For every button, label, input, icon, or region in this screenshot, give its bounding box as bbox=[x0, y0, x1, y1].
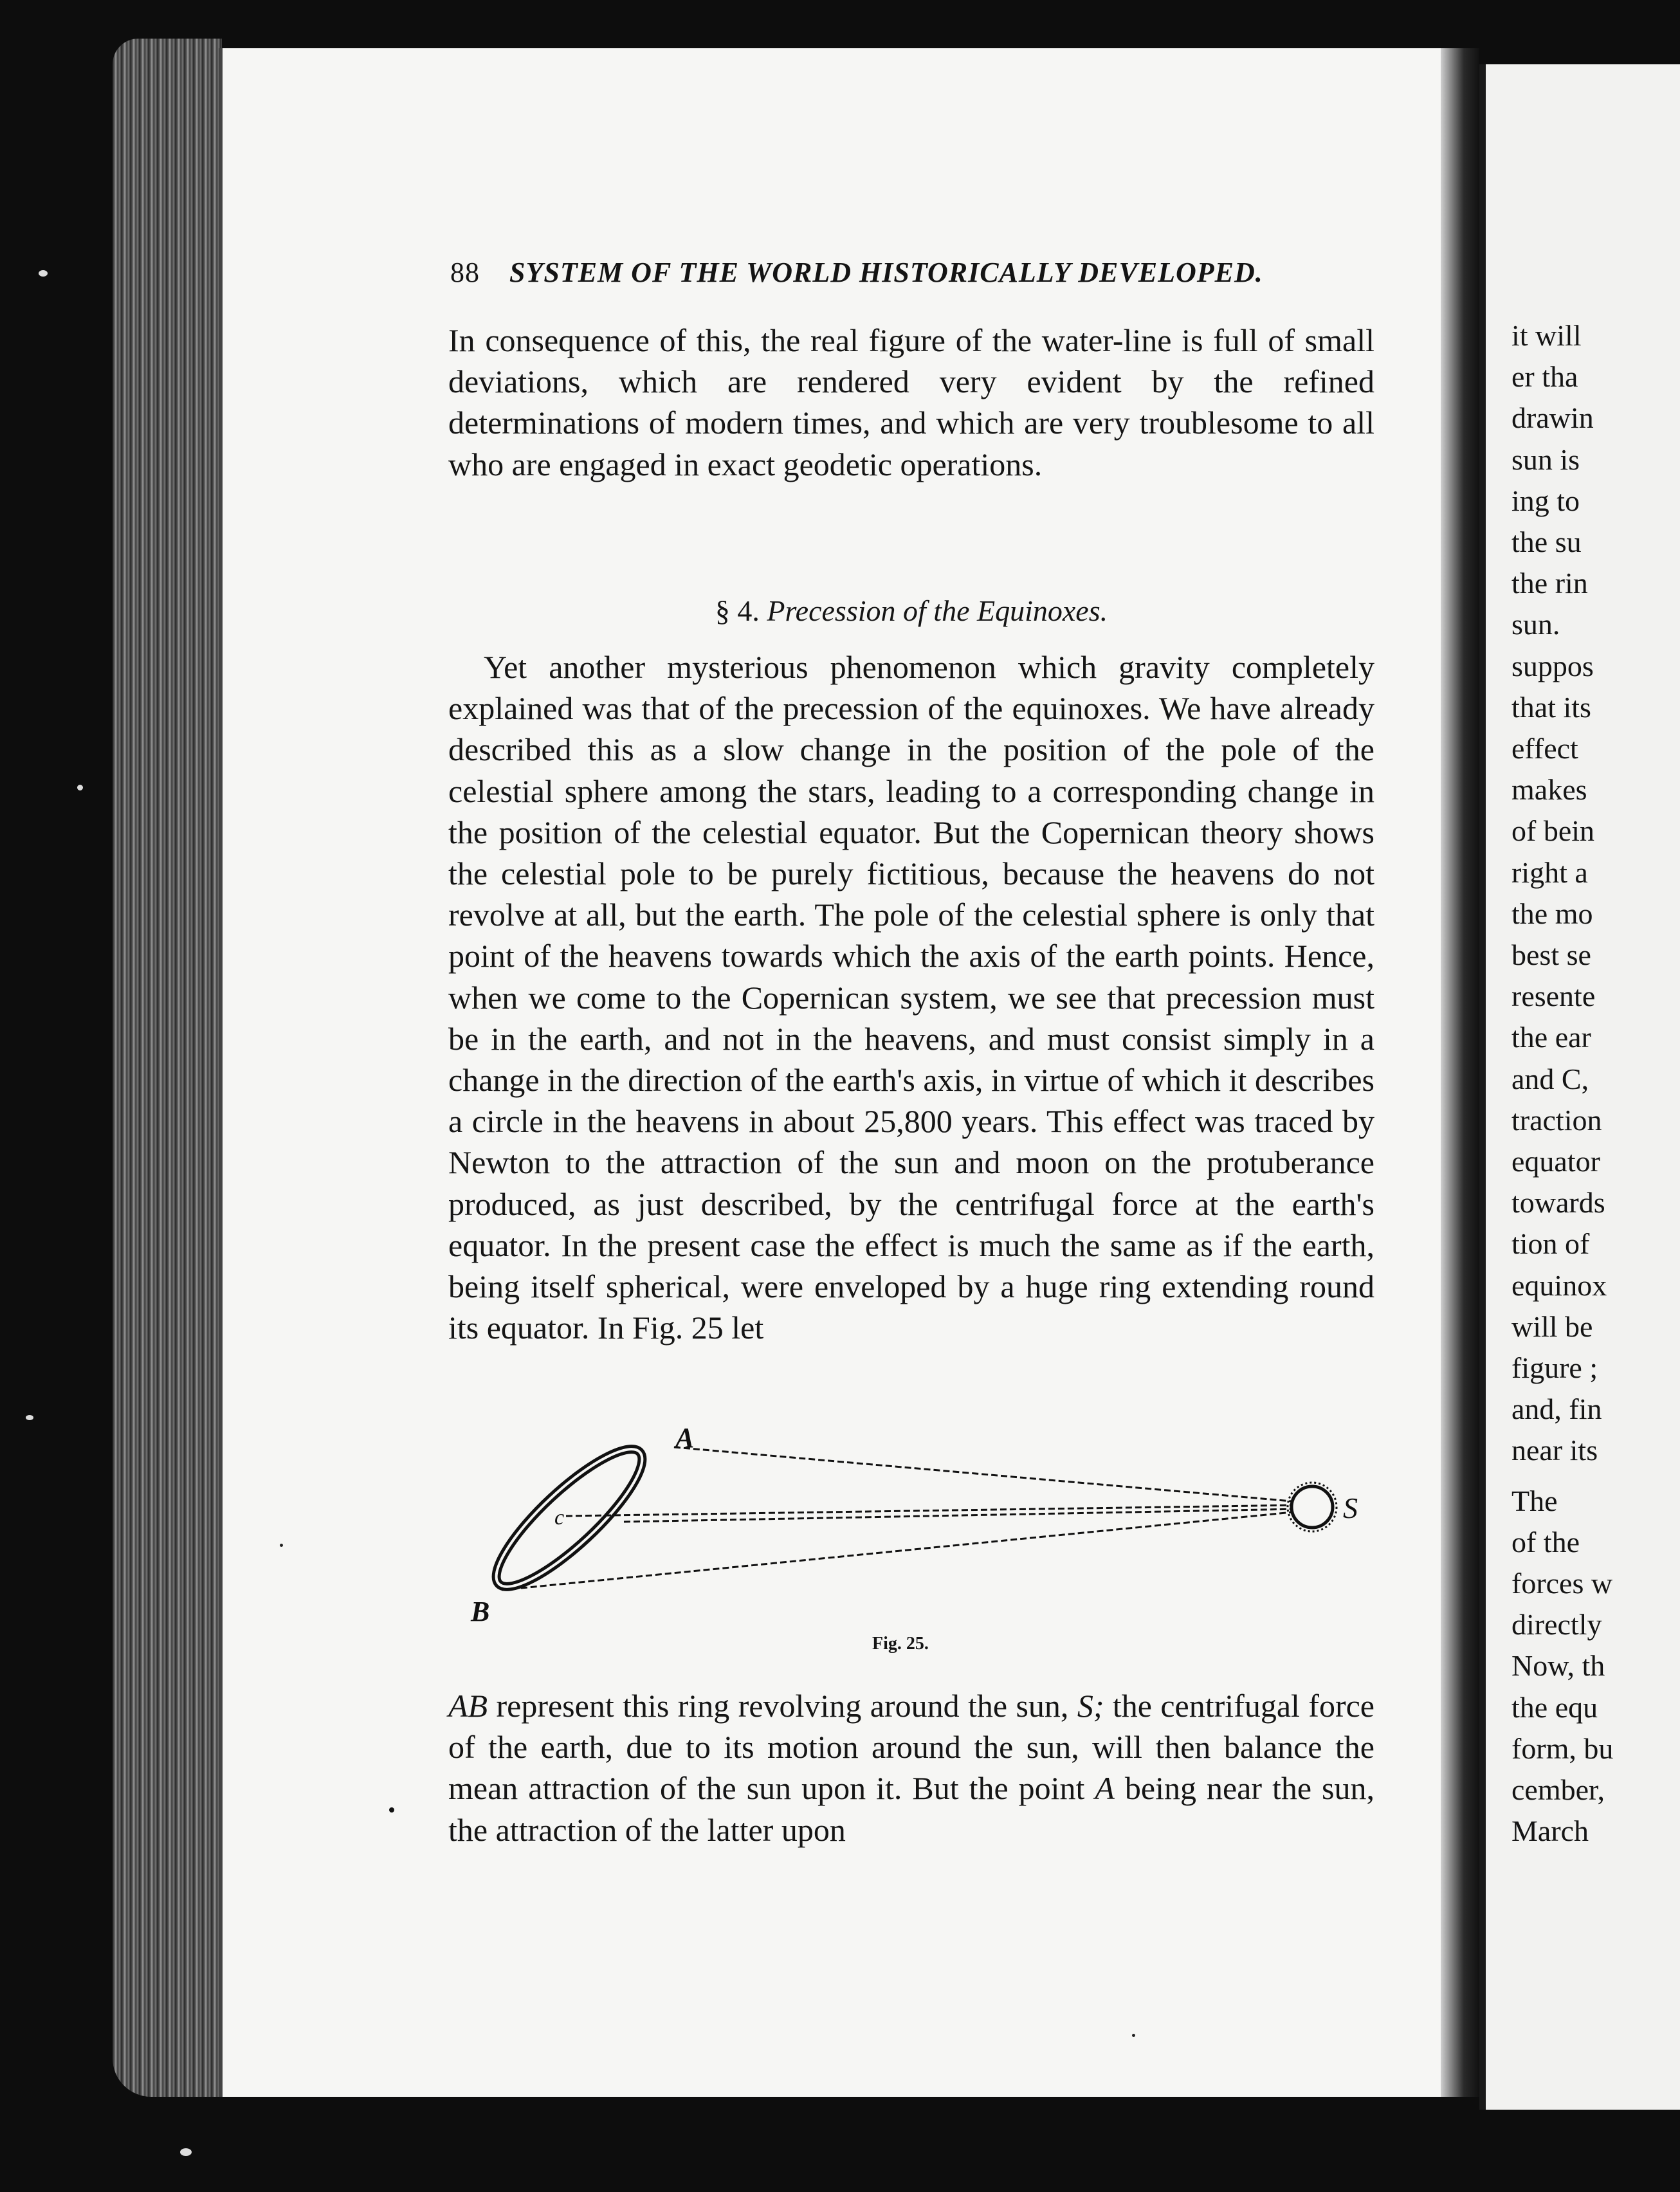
section-heading bbox=[448, 594, 1374, 628]
right-page-line: and C, bbox=[1511, 1062, 1589, 1095]
right-page-line: The bbox=[1511, 1484, 1558, 1517]
right-page-line: best se bbox=[1511, 938, 1591, 971]
right-page-line: it will bbox=[1511, 319, 1582, 352]
label-b: B bbox=[471, 1596, 490, 1627]
right-page-line: tion of bbox=[1511, 1227, 1590, 1261]
right-page-line: that its bbox=[1511, 690, 1591, 724]
label-c: c bbox=[554, 1506, 565, 1530]
running-title: SYSTEM OF THE WORLD HISTORICALLY DEVELOPED. bbox=[509, 257, 1263, 288]
section-number: § 4. bbox=[715, 594, 760, 627]
right-page-line: the mo bbox=[1511, 897, 1593, 930]
right-page-line: the equ bbox=[1511, 1690, 1598, 1724]
right-page bbox=[1479, 64, 1680, 2110]
right-page-line: Now, th bbox=[1511, 1649, 1605, 1683]
right-page-line: form, bu bbox=[1511, 1731, 1614, 1765]
right-page-line: cember, bbox=[1511, 1773, 1605, 1806]
right-page-line: drawin bbox=[1511, 401, 1594, 435]
print-speck bbox=[280, 1544, 283, 1547]
sun-label: S; bbox=[1077, 1688, 1104, 1724]
scan-dust bbox=[180, 2148, 192, 2156]
right-page-line: ing to bbox=[1511, 484, 1580, 517]
right-page-line: near its bbox=[1511, 1434, 1598, 1467]
right-page-line: the ear bbox=[1511, 1021, 1591, 1054]
scan-dust bbox=[77, 785, 83, 790]
right-page-line: equinox bbox=[1511, 1268, 1607, 1302]
right-page-line: directly bbox=[1511, 1608, 1602, 1641]
scan-dust bbox=[26, 1415, 33, 1420]
ab-label: AB bbox=[448, 1688, 488, 1724]
right-page-line: and, fin bbox=[1511, 1393, 1602, 1426]
right-page-line: traction bbox=[1511, 1103, 1602, 1137]
book-page-edges bbox=[113, 39, 222, 2097]
paragraph-precession bbox=[448, 646, 1374, 1348]
line-a-to-sun bbox=[674, 1447, 1299, 1502]
paragraph-2-text: Yet another mysterious phenomenon which gravity completely explained was that of the precession of the equinoxes. We have already described this as a slow change in the position of the pole of the celestial sphere among the stars, leading to a corresponding change in the position of the celestial equator. But the Copernican theory shows the celestial pole to be purely fictitious, because the heavens do not revolve at all, but the earth. The pole of the celestial sphere is only that point of the heavens towards which the axis of the earth points. Hence, when we come to the Copernican system, we see that precession must be in the earth, and not in the heavens, and must consist simply in a change in the direction of the earth's axis, in virtue of which it describes a circle in the heavens in about 25,800 years. This effect was traced by Newton to the attraction of the sun and moon on the protuberance produced, as just described, by the centrifugal force at the earth's equator. In the present case the effect is much the same as if the earth, being itself spherical, were enveloped by a huge ring extending round its equator. In Fig. 25 let bbox=[448, 649, 1374, 1346]
right-page-line: resente bbox=[1511, 980, 1596, 1013]
paragraph-3-part-a: represent this ring revolving around the sun, bbox=[488, 1688, 1077, 1724]
figure-caption: Fig. 25. bbox=[872, 1634, 929, 1654]
paragraph-3-part-b: the centrifugal force of the earth, due to its motion around the sun, will then balance the mean attraction of the sun upon it. But the point bbox=[448, 1688, 1374, 1807]
right-page-line: suppos bbox=[1511, 649, 1594, 682]
paragraph-water-line bbox=[448, 320, 1374, 485]
paragraph-3-part-c: being near the sun, the attraction of the latter upon bbox=[448, 1770, 1374, 1848]
sun-symbol bbox=[1288, 1483, 1337, 1531]
right-page-line: the rin bbox=[1511, 567, 1588, 600]
right-page-line: er tha bbox=[1511, 360, 1578, 394]
right-page-line: forces w bbox=[1511, 1567, 1613, 1600]
book-gutter bbox=[1441, 48, 1479, 2097]
paragraph-ring bbox=[448, 1685, 1374, 1850]
paragraph-3-text bbox=[448, 1685, 1374, 1850]
right-page-line: equator bbox=[1511, 1145, 1600, 1178]
right-page-line: of bein bbox=[1511, 814, 1595, 848]
paragraph-1-text: In consequence of this, the real figure of the water-line is full of small deviations, which are rendered very evident by the refined determinations of modern times, and which are very troublesome to all who are engaged in exact geodetic operations. bbox=[448, 322, 1374, 482]
right-page-line: sun is bbox=[1511, 443, 1580, 476]
point-a-label: A bbox=[1095, 1770, 1115, 1807]
right-page-line: makes bbox=[1511, 773, 1587, 807]
scan-dust bbox=[39, 270, 48, 277]
label-s: S bbox=[1343, 1492, 1358, 1524]
page-number: 88 bbox=[450, 257, 480, 288]
right-page-line: effect bbox=[1511, 732, 1578, 765]
print-speck bbox=[1132, 2034, 1135, 2037]
right-page-line: figure ; bbox=[1511, 1351, 1598, 1384]
right-page-line: of the bbox=[1511, 1525, 1580, 1558]
right-page-line: towards bbox=[1511, 1186, 1605, 1219]
running-header bbox=[450, 256, 1338, 289]
right-page-line: right a bbox=[1511, 855, 1588, 889]
right-page-line: March bbox=[1511, 1814, 1589, 1848]
label-a: A bbox=[675, 1422, 695, 1454]
right-page-line: will be bbox=[1511, 1310, 1593, 1343]
line-b-to-sun bbox=[502, 1512, 1299, 1590]
section-title: Precession of the Equinoxes. bbox=[767, 594, 1108, 627]
right-page-line: the su bbox=[1511, 525, 1582, 558]
figure-25-diagram bbox=[463, 1415, 1376, 1627]
print-speck bbox=[389, 1807, 394, 1813]
right-page-line: sun. bbox=[1511, 608, 1560, 641]
